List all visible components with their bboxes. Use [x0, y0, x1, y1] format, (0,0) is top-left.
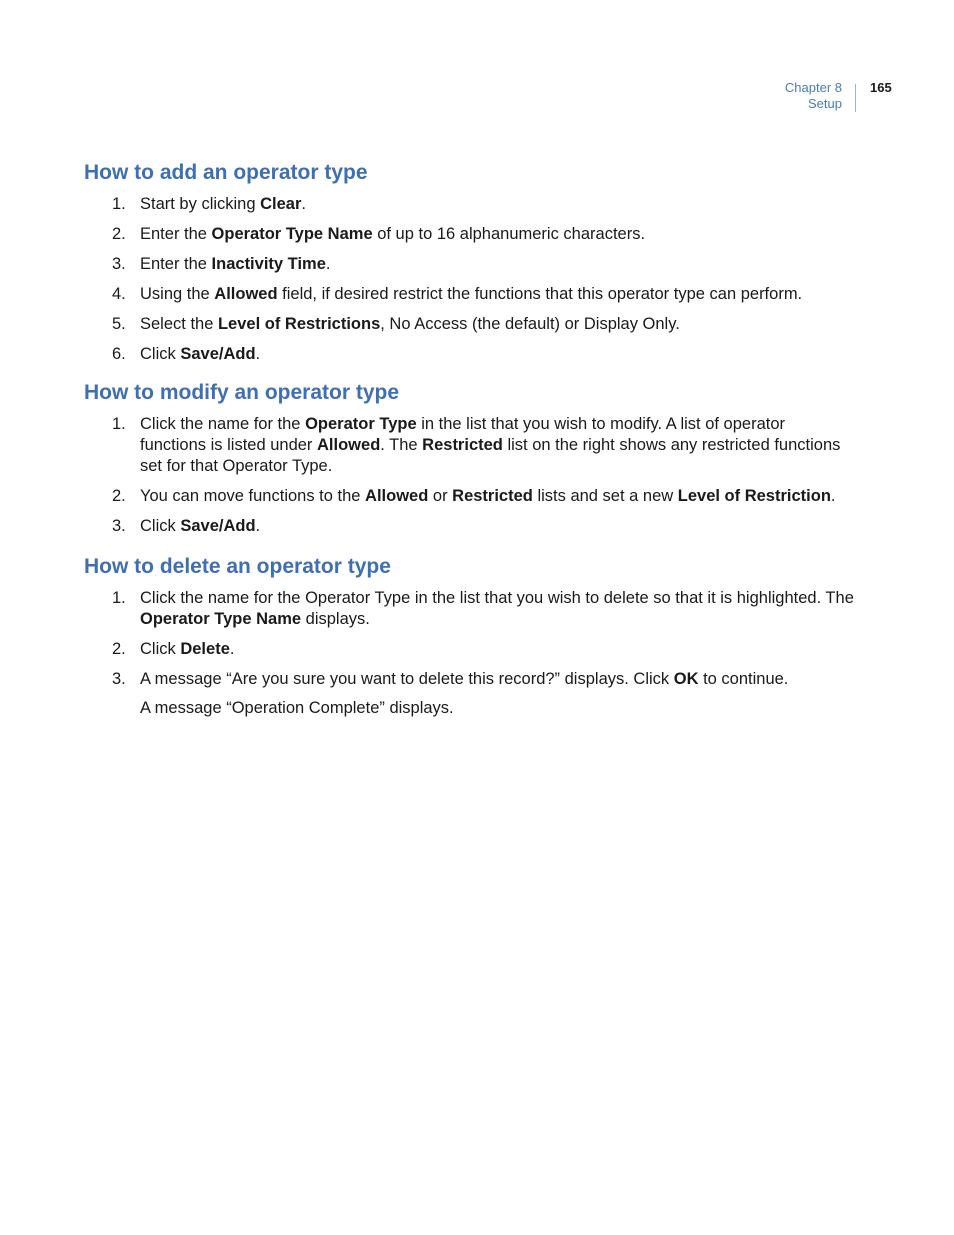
step-text: Click the name for the Operator Type in the list that you wish to modify. A list of operator functions is listed under Allowed. The Restricted list on the right shows any restricted functions set for that Operator Type. — [140, 415, 841, 475]
section-heading: How to modify an operator type — [84, 381, 400, 404]
steps-list — [84, 194, 854, 365]
chapter-info — [785, 80, 842, 112]
step-item — [84, 194, 854, 215]
step-text: Enter the Inactivity Time. — [140, 255, 331, 273]
page-number: 165 — [870, 80, 892, 95]
steps-list — [84, 414, 854, 537]
step-number: 6. — [112, 345, 126, 363]
step-text: Enter the Operator Type Name of up to 16 alphanumeric characters. — [140, 225, 646, 243]
step-text: You can move functions to the Allowed or Restricted lists and set a new Level of Restriction. — [140, 487, 836, 505]
step-number: 2. — [112, 487, 126, 505]
section-delete-operator-type — [84, 552, 854, 719]
section-heading: How to delete an operator type — [84, 555, 391, 578]
step-number: 3. — [112, 670, 126, 688]
step-number: 1. — [112, 195, 126, 213]
header-divider — [855, 84, 856, 112]
step-number: 1. — [112, 589, 126, 607]
step-item — [84, 588, 854, 630]
step-text: Select the Level of Restrictions, No Access (the default) or Display Only. — [140, 315, 680, 333]
step-item — [84, 516, 854, 537]
section-heading: How to add an operator type — [84, 161, 368, 184]
step-number: 5. — [112, 315, 126, 333]
step-item — [84, 486, 854, 507]
step-text: Start by clicking Clear. — [140, 195, 306, 213]
step-item — [84, 314, 854, 335]
step-item — [84, 224, 854, 245]
step-text: Using the Allowed field, if desired restrict the functions that this operator type can perform. — [140, 285, 803, 303]
step-number: 3. — [112, 255, 126, 273]
step-item — [84, 254, 854, 275]
step-item — [84, 669, 854, 719]
chapter-label: Chapter 8 — [784, 80, 842, 95]
step-note: A message “Operation Complete” displays. — [140, 699, 454, 717]
step-number: 2. — [112, 225, 126, 243]
step-item — [84, 284, 854, 305]
step-text: Click Save/Add. — [140, 517, 261, 535]
step-text: A message “Are you sure you want to delete this record?” displays. Click OK to continue. — [140, 670, 789, 688]
steps-list — [84, 588, 854, 719]
step-number: 4. — [112, 285, 126, 303]
running-header — [700, 80, 900, 116]
step-number: 1. — [112, 415, 126, 433]
step-item — [84, 344, 854, 365]
page-body — [84, 158, 854, 728]
section-label: Setup — [808, 96, 842, 111]
step-number: 2. — [112, 640, 126, 658]
step-number: 3. — [112, 517, 126, 535]
step-text: Click Save/Add. — [140, 345, 261, 363]
section-modify-operator-type — [84, 378, 854, 537]
section-add-operator-type — [84, 158, 854, 365]
step-item — [84, 414, 854, 477]
step-text: Click Delete. — [140, 640, 235, 658]
step-item — [84, 639, 854, 660]
step-text: Click the name for the Operator Type in the list that you wish to delete so that it is highlighted. The Operator Type Name displays. — [140, 589, 854, 628]
